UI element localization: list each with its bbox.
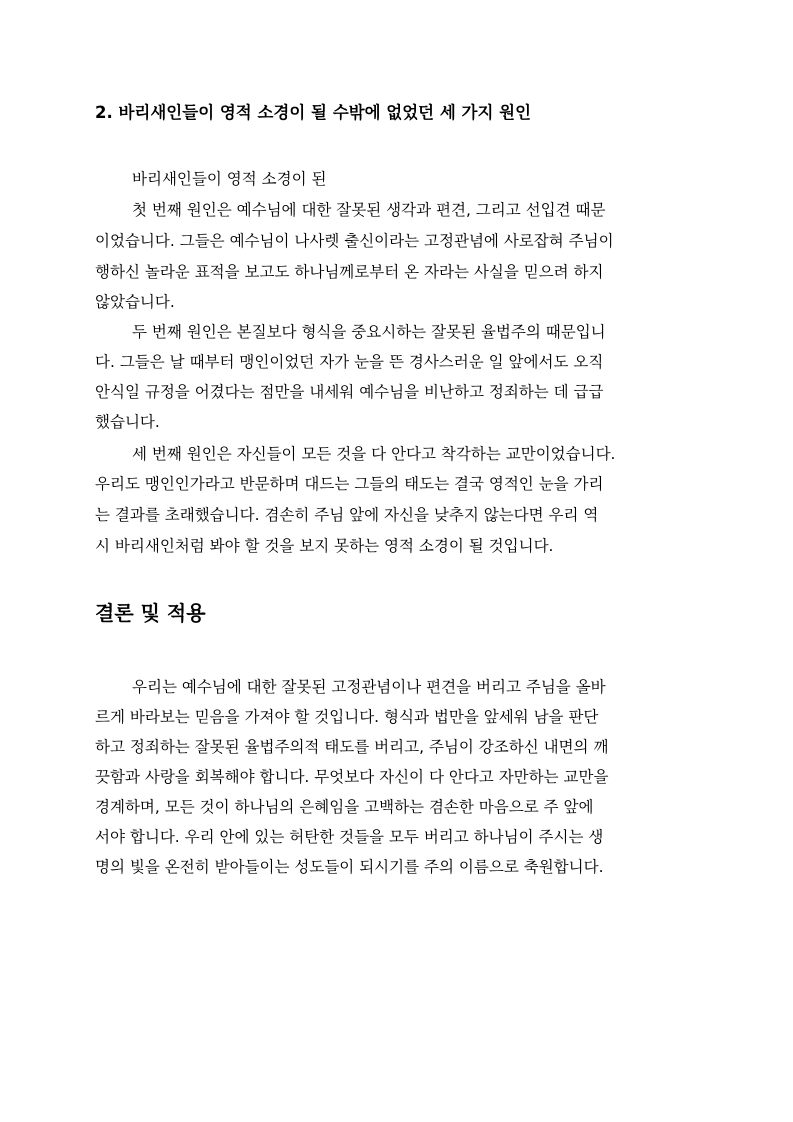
paragraph-line: 두 번째 원인은 본질보다 형식을 중요시하는 잘못된 율법주의 때문입니 <box>132 323 606 341</box>
paragraph-line: 하고 정죄하는 잘못된 율법주의적 태도를 버리고, 주님이 강조하신 내면의 깨 <box>95 738 609 756</box>
paragraph-line: 끗함과 사랑을 회복해야 합니다. 무엇보다 자신이 다 안다고 자만하는 교만을 <box>95 768 609 786</box>
paragraph-line: 우리는 예수님에 대한 잘못된 고정관념이나 편견을 버리고 주님을 올바 <box>132 678 606 696</box>
paragraph-line: 우리도 맹인인가라고 반문하며 대드는 그들의 태도는 결국 영적인 눈을 가리 <box>95 475 604 493</box>
paragraph-line: 명의 빛을 온전히 받아들이는 성도들이 되시기를 주의 이름으로 축원합니다. <box>95 858 604 876</box>
paragraph-line: 다. 그들은 날 때부터 맹인이었던 자가 눈을 뜬 경사스러운 일 앞에서도 오직 <box>95 353 604 371</box>
paragraph-line: 세 번째 원인은 자신들이 모든 것을 다 안다고 착각하는 교만이었습니다. <box>132 445 616 463</box>
paragraph-line: 행하신 놀라운 표적을 보고도 하나님께로부터 온 자라는 사실을 믿으려 하지 <box>95 263 604 281</box>
paragraph-line: 르게 바라보는 믿음을 가져야 할 것입니다. 형식과 법만을 앞세워 남을 판단 <box>95 708 599 726</box>
paragraph-line: 않았습니다. <box>95 293 175 311</box>
paragraph-line: 바리새인들이 영적 소경이 된 <box>132 170 327 188</box>
paragraph-line: 서야 합니다. 우리 안에 있는 허탄한 것들을 모두 버리고 하나님이 주시는 생 <box>95 828 604 846</box>
paragraph-line: 했습니다. <box>95 413 160 431</box>
paragraph-line: 안식일 규정을 어겼다는 점만을 내세워 예수님을 비난하고 정죄하는 데 급급 <box>95 383 604 401</box>
paragraph-line: 는 결과를 초래했습니다. 겸손히 주님 앞에 자신을 낮추지 않는다면 우리 역 <box>95 506 599 524</box>
section-heading: 2. 바리새인들이 영적 소경이 될 수밖에 없었던 세 가지 원인 <box>95 103 532 122</box>
paragraph-line: 경계하며, 모든 것이 하나님의 은혜임을 고백하는 겸손한 마음으로 주 앞에 <box>95 798 594 816</box>
paragraph-line: 이었습니다. 그들은 예수님이 나사렛 출신이라는 고정관념에 사로잡혀 주님이 <box>95 232 614 250</box>
paragraph-line: 시 바리새인처럼 봐야 할 것을 보지 못하는 영적 소경이 될 것입니다. <box>95 537 554 555</box>
paragraph-line: 첫 번째 원인은 예수님에 대한 잘못된 생각과 편견, 그리고 선입견 때문 <box>132 201 606 219</box>
conclusion-heading: 결론 및 적용 <box>95 601 206 625</box>
